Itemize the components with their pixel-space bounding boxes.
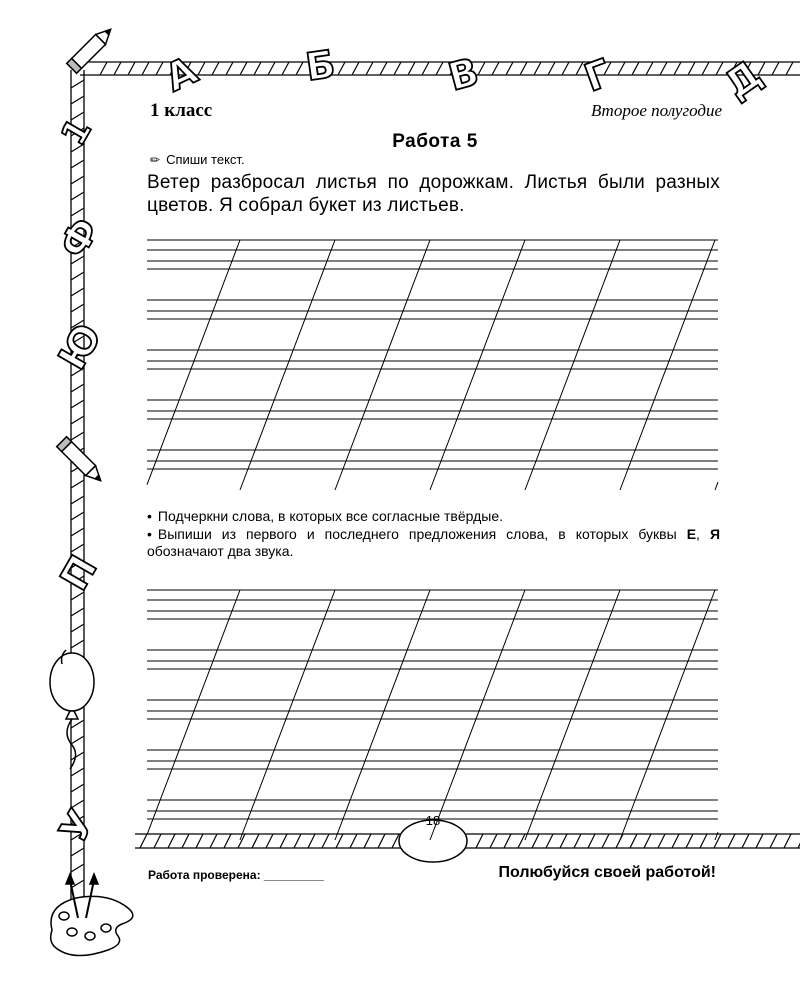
- passage-text: Ветер разбросал листья по дорожкам. Листья были разных цветов. Я собрал букет из листьев.: [147, 172, 720, 216]
- work-title: Работа 5: [392, 131, 478, 152]
- task-letter-ya: Я: [709, 526, 721, 542]
- border-letter-de: Д: [716, 51, 770, 108]
- balloon-icon: [50, 650, 94, 769]
- admire-work-label: Полюбуйся своей работой!: [498, 864, 716, 881]
- pencil-icon: [57, 437, 106, 486]
- border-letter-a: А: [158, 47, 204, 101]
- paint-palette-icon: [51, 874, 133, 956]
- task-item-2: [147, 526, 720, 560]
- border-letter-pe: П: [51, 548, 106, 598]
- handwriting-grid-2: [147, 590, 718, 840]
- bullet: •: [147, 508, 152, 524]
- pencil-icon: ✏: [150, 153, 161, 167]
- task-letter-e: Е: [686, 526, 697, 542]
- border-letter-u: У: [50, 802, 104, 850]
- work-checked-label: Работа проверена: _________: [148, 868, 324, 882]
- border-letter-be: Б: [302, 41, 338, 90]
- border-letter-ve: В: [443, 49, 484, 100]
- border-letter-yu: Ю: [49, 316, 111, 377]
- task-item-1: [147, 508, 720, 525]
- pencil-icon: [67, 25, 116, 74]
- bullet: •: [147, 526, 152, 542]
- left-rope-border: [71, 70, 84, 905]
- handwriting-grid-1: [147, 240, 718, 490]
- instruction-text: Спиши текст.: [166, 152, 245, 167]
- task-text-2-end: обозначают два звука.: [147, 543, 294, 559]
- semester-label: Второе полугодие: [590, 101, 722, 120]
- task-text-1: Подчеркни слова, в которых все согласные твёрдые.: [157, 508, 504, 524]
- grade-label: 1 класс: [150, 100, 213, 121]
- instruction-line: [150, 152, 245, 167]
- border-digit-one: 1: [53, 111, 101, 153]
- border-letter-ef: Ф: [50, 210, 108, 266]
- border-letter-ge: Г: [578, 50, 617, 101]
- page-number: 18: [425, 813, 441, 828]
- task-text-2-start: Выпиши из первого и последнего предложения слова, в которых буквы: [157, 526, 687, 542]
- task-separator: ,: [696, 526, 710, 542]
